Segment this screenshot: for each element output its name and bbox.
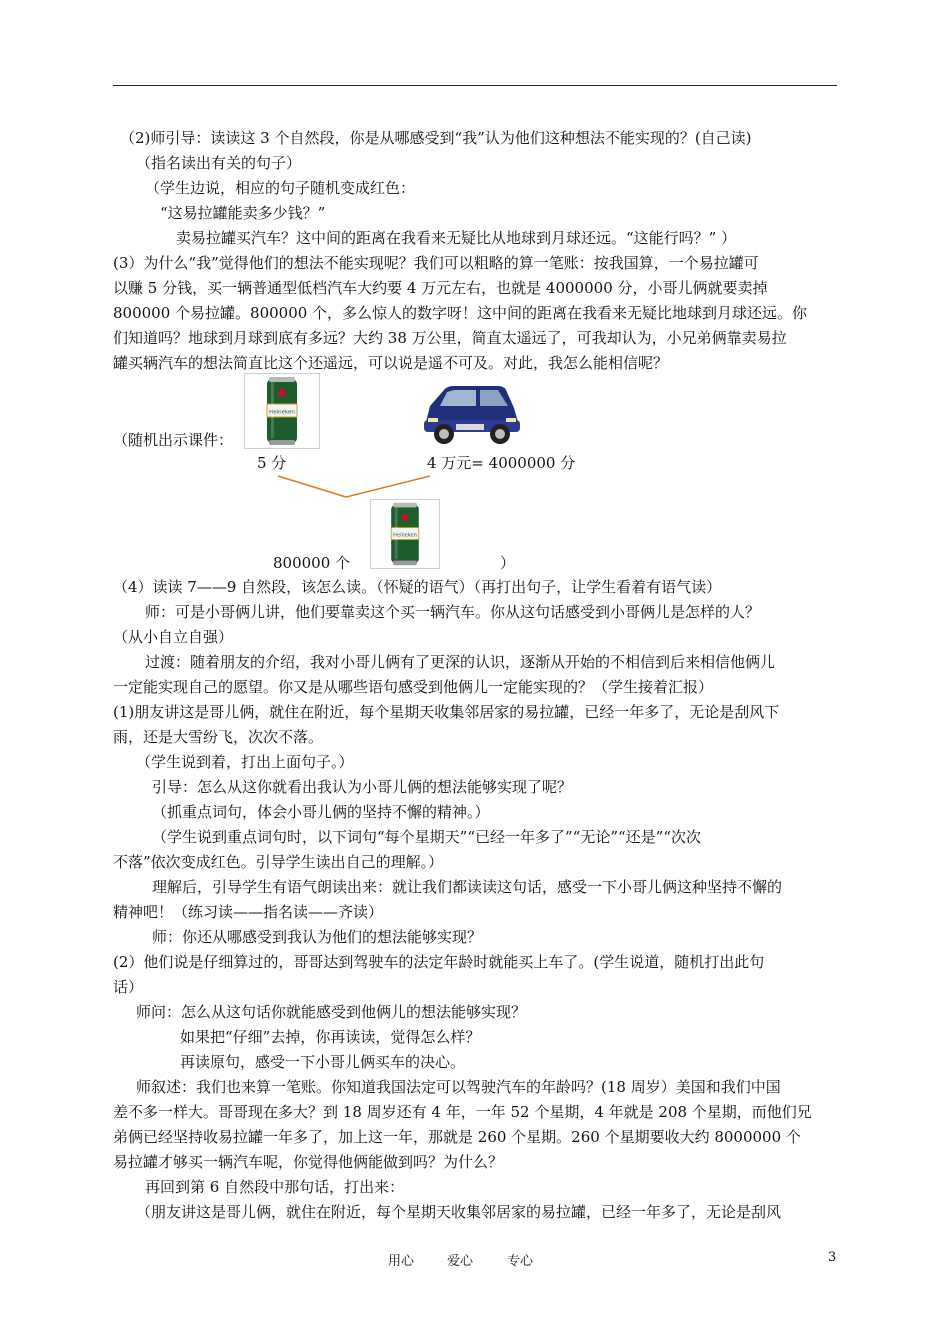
text-line: 话）	[113, 978, 144, 996]
text-line: 如果把“仔细”去掉，你再读读，觉得怎么样？	[180, 1028, 481, 1046]
text-line: 罐买辆汽车的想法简直比这个还遥远，可以说是遥不可及。对此，我怎么能相信呢？	[113, 354, 669, 372]
footer-word: 爱心	[447, 1254, 474, 1269]
page-number: 3	[828, 1250, 837, 1265]
figure-lead-text: （随机出示课件：	[113, 431, 234, 449]
text-line: （2)师引导：读读这 3 个自然段，你是从哪感受到“我”认为他们这种想法不能实现的？(自己读)	[120, 129, 752, 147]
text-line: 不落”依次变成红色。引导学生读出自己的理解。）	[113, 853, 444, 871]
text-line: （4）读读 7——9 自然段，该怎么读。（怀疑的语气）（再打出句子，让学生看着有语气读）	[113, 578, 722, 596]
car-image	[416, 376, 524, 448]
text-line: 师问：怎么从这句话你就能感受到他俩儿的想法能够实现？	[136, 1003, 527, 1021]
text-line: （朋友讲这是哥儿俩，就住在附近，每个星期天收集邻居家的易拉罐，已经一年多了，无论是刮风	[136, 1203, 782, 1221]
text-line: 弟俩已经坚持收易拉罐一年多了，加上这一年，那就是 260 个星期。260 个星期要收大约 8000000 个	[113, 1128, 801, 1146]
text-line: 师：你还从哪感受到我认为他们的想法能够实现？	[152, 928, 483, 946]
text-line: 们知道吗？地球到月球到底有多远？大约 38 万公里，简直太遥远了，可我却认为，小兄弟俩靠卖易拉	[113, 329, 787, 347]
text-line: （学生说到重点词句时，以下词句“每个星期天”“已经一年多了”“无论”“还是”“次次	[152, 828, 702, 846]
connector-lines	[260, 474, 460, 500]
text-line: 易拉罐才够买一辆汽车呢，你觉得他俩能做到吗？为什么？	[113, 1153, 504, 1171]
text-line: (3）为什么“我”觉得他们的想法不能实现呢？我们可以粗略的算一笔账：按我国算，一个易拉罐可	[113, 254, 759, 272]
can-brand-label: Heineken	[269, 409, 295, 416]
text-line: 师叙述：我们也来算一笔账。你知道我国法定可以驾驶汽车的年龄吗？(18 周岁）美国和我们中国	[136, 1078, 781, 1096]
can-price-label: 5 分	[257, 454, 287, 472]
text-line: (2）他们说是仔细算过的，哥哥达到驾驶车的法定年龄时就能买上车了。(学生说道，随机打出此句	[113, 953, 765, 971]
text-line: （指名读出有关的句子）	[136, 154, 302, 172]
can-count-label: 800000 个	[273, 554, 351, 572]
text-line: （学生说到着，打出上面句子。）	[136, 753, 354, 771]
text-line: 过渡：随着朋友的介绍，我对小哥儿俩有了更深的认识，逐渐从开始的不相信到后来相信他俩儿	[145, 653, 776, 671]
figure-close-paren: ）	[500, 554, 516, 572]
text-line: 卖易拉罐买汽车？这中间的距离在我看来无疑比从地球到月球还远。“这能行吗？” ）	[176, 229, 737, 247]
text-line: (1)朋友讲这是哥儿俩，就住在附近，每个星期天收集邻居家的易拉罐，已经一年多了，无论是刮风下	[113, 703, 780, 721]
text-line: 再回到第 6 自然段中那句话，打出来：	[145, 1178, 405, 1196]
text-line: （抓重点词句，体会小哥儿俩的坚持不懈的精神。）	[152, 803, 490, 821]
text-line: 以赚 5 分钱，买一辆普通型低档汽车大约要 4 万元左右，也就是 4000000 分，小哥儿俩就要卖掉	[113, 279, 768, 297]
text-line: 差不多一样大。哥哥现在多大？到 18 周岁还有 4 年，一年 52 个星期，4 年就是 208 个星期，而他们兄	[113, 1103, 812, 1121]
text-line: 引导：怎么从这你就看出我认为小哥儿俩的想法能够实现了呢？	[152, 778, 573, 796]
footer-word: 专心	[507, 1254, 534, 1269]
text-line: 800000 个易拉罐。800000 个，多么惊人的数字呀！这中间的距离在我看来无疑比地球到月球还远。你	[113, 304, 808, 322]
text-line: 理解后，引导学生有语气朗读出来：就让我们都读读这句话，感受一下小哥儿俩这种坚持不懈的	[152, 878, 783, 896]
footer-word: 用心	[388, 1254, 415, 1269]
text-line: 师：可是小哥俩儿讲，他们要靠卖这个买一辆汽车。你从这句话感受到小哥俩儿是怎样的人？	[145, 603, 761, 621]
text-line: （学生边说，相应的句子随机变成红色：	[145, 179, 416, 197]
text-line: 一定能实现自己的愿望。你又是从哪些语句感受到他俩儿一定能实现的？（学生接着汇报）	[113, 678, 714, 696]
can-brand-label-2: Heineken	[393, 532, 417, 539]
car-price-label: 4 万元= 4000000 分	[427, 454, 576, 472]
text-line: 雨，还是大雪纷飞，次次不落。	[113, 728, 324, 746]
text-line: “这易拉罐能卖多少钱？”	[160, 204, 326, 222]
text-line: 精神吧！（练习读——指名读——齐读）	[113, 903, 384, 921]
header-rule	[113, 85, 837, 86]
text-line: 再读原句，感受一下小哥儿俩买车的决心。	[180, 1053, 466, 1071]
beer-can-image-2	[370, 499, 440, 569]
beer-can-image	[244, 373, 320, 449]
text-line: （从小自立自强）	[113, 628, 234, 646]
